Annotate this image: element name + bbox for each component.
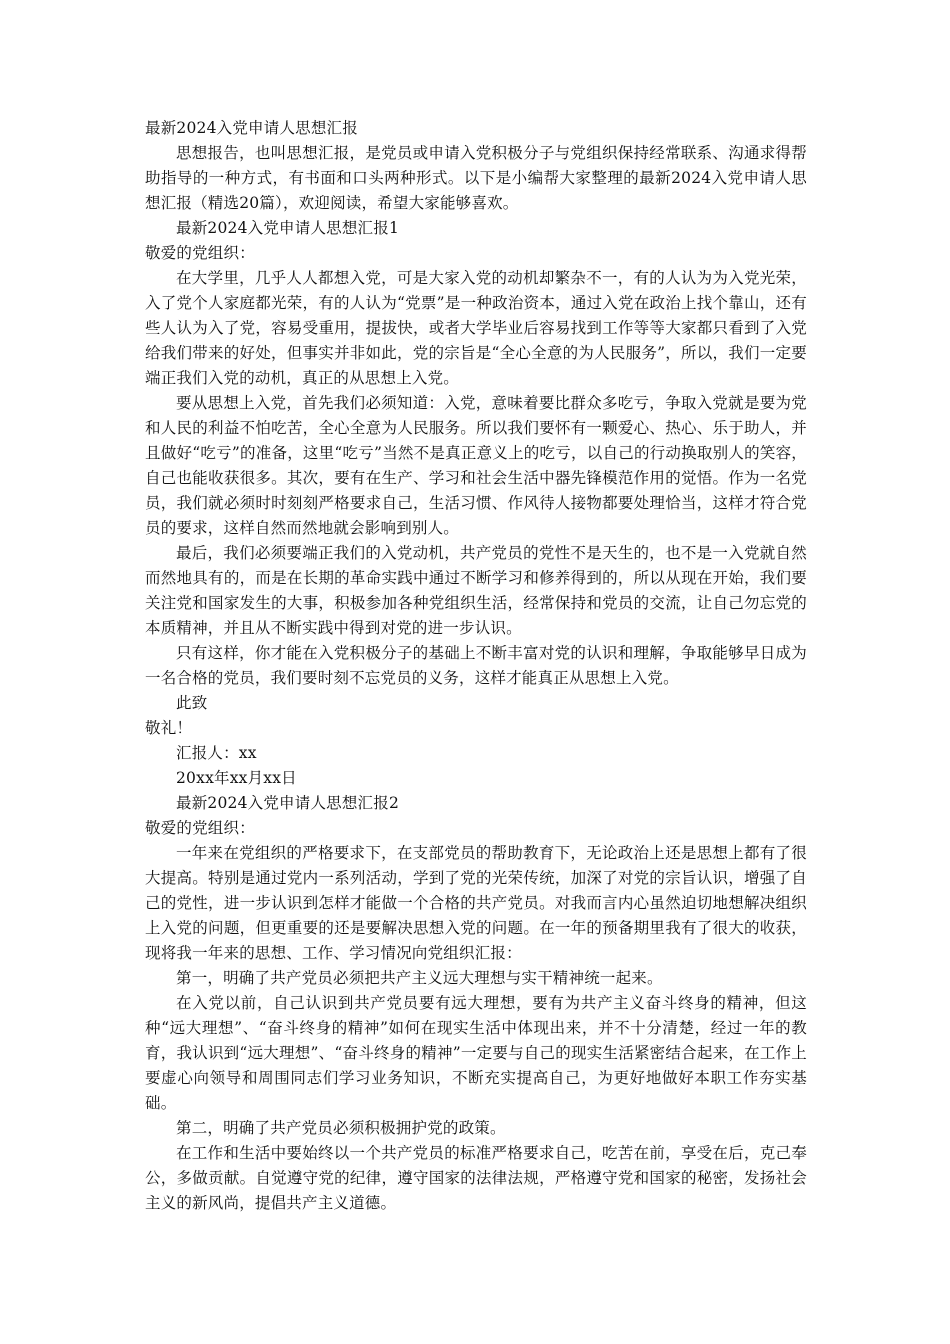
report-1-date: 20xx年xx月xx日 [176,769,297,787]
document-page [145,116,807,1216]
report-1-paragraph: 只有这样，你才能在入党积极分子的基础上不断丰富对党的认识和理解，争取能够早日成为一名合格的党员，我们要时刻不忘党员的义务，这样才能真正从思想上入党。 [145,644,807,687]
report-1-paragraph: 在大学里，几乎人人都想入党，可是大家入党的动机却繁杂不一，有的人认为为入党光荣，入了党个人家庭都光荣，有的人认为“党票”是一种政治资本，通过入党在政治上找个靠山，还有些人认为入了党，容易受重用，提拔快，或者大学毕业后容易找到工作等等大家都只看到了入党给我们带来的好处，但事实并非如此，党的宗旨是“全心全意的为人民服务”，所以，我们一定要端正我们入党的动机，真正的从思想上入党。 [145,269,807,387]
intro-paragraph: 思想报告，也叫思想汇报，是党员或申请入党积极分子与党组织保持经常联系、沟通求得帮助指导的一种方式，有书面和口头两种形式。以下是小编帮大家整理的最新2024入党申请人思想汇报（精选20篇），欢迎阅读，希望大家能够喜欢。 [145,144,807,212]
report-1-heading: 最新2024入党申请人思想汇报1 [176,219,400,237]
report-2-heading: 最新2024入党申请人思想汇报2 [176,794,400,812]
report-2-paragraph: 一年来在党组织的严格要求下，在支部党员的帮助教育下，无论政治上还是思想上都有了很大提高。特别是通过党内一系列活动，学到了党的光荣传统，加深了对党的宗旨认识，增强了自己的党性，进一步认识到怎样才能做一个合格的共产党员。对我而言内心虽然迫切地想解决组织上入党的问题，但更重要的还是要解决思想入党的问题。在一年的预备期里我有了很大的收获，现将我一年来的思想、工作、学习情况向党组织汇报： [145,844,807,962]
report-1-regards: 敬礼！ [145,719,193,737]
report-2-paragraph: 第一，明确了共产党员必须把共产主义远大理想与实干精神统一起来。 [176,969,663,987]
report-1-closing: 此致 [176,694,208,712]
report-1-reporter: 汇报人：xx [176,744,257,762]
report-2-paragraph: 第二，明确了共产党员必须积极拥护党的政策。 [176,1119,506,1137]
report-1-paragraph: 最后，我们必须要端正我们的入党动机，共产党员的党性不是天生的，也不是一入党就自然而然地具有的，而是在长期的革命实践中通过不断学习和修养得到的，所以从现在开始，我们要关注党和国家发生的大事，积极参加各种党组织生活，经常保持和党员的交流，让自己勿忘党的本质精神，并且从不断实践中得到对党的进一步认识。 [145,544,807,637]
report-1-paragraph: 要从思想上入党，首先我们必须知道：入党，意味着要比群众多吃亏，争取入党就是要为党和人民的利益不怕吃苦，全心全意为人民服务。所以我们要怀有一颗爱心、热心、乐于助人，并且做好“吃亏”的准备，这里“吃亏”当然不是真正意义上的吃亏，以自己的行动换取别人的笑容，自己也能收获很多。其次，要有在生产、学习和社会生活中器先锋模范作用的觉悟。作为一名党员，我们就必须时时刻刻严格要求自己，生活习惯、作风待人接物都要处理恰当，这样才符合党员的要求，这样自然而然地就会影响到别人。 [145,394,807,537]
document-title: 最新2024入党申请人思想汇报 [145,119,358,137]
report-2-paragraph: 在入党以前，自己认识到共产党员要有远大理想，要有为共产主义奋斗终身的精神，但这种“远大理想”、“奋斗终身的精神”如何在现实生活中体现出来，并不十分清楚，经过一年的教育，我认识到“远大理想”、“奋斗终身的精神”一定要与自己的现实生活紧密结合起来，在工作上要虚心向领导和周围同志们学习业务知识，不断充实提高自己，为更好地做好本职工作夯实基础。 [145,994,807,1112]
report-2-paragraph: 在工作和生活中要始终以一个共产党员的标准严格要求自己，吃苦在前，享受在后，克己奉公，多做贡献。自觉遵守党的纪律，遵守国家的法律法规，严格遵守党和国家的秘密，发扬社会主义的新风尚，提倡共产主义道德。 [145,1144,807,1212]
report-2-salutation: 敬爱的党组织： [145,819,255,837]
report-1-salutation: 敬爱的党组织： [145,244,255,262]
